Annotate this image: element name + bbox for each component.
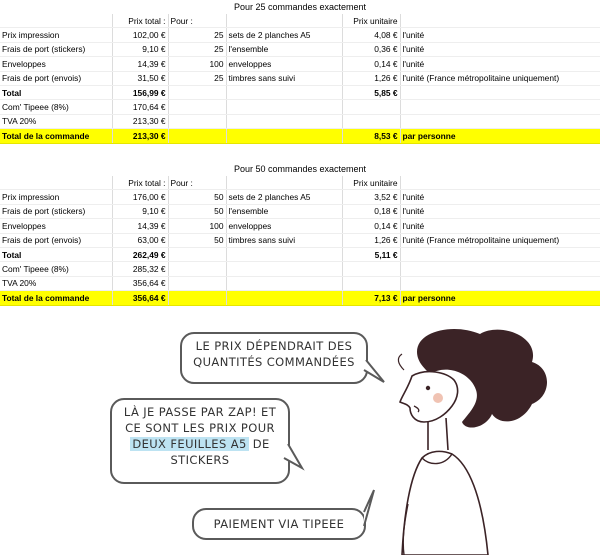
table-cell: Com' Tipeee (8%) (0, 100, 112, 114)
table-cell (168, 114, 226, 128)
table-cell: 356,64 € (112, 291, 168, 305)
table-cell (168, 247, 226, 261)
table-cell: 9,10 € (112, 42, 168, 56)
table-cell: Total (0, 247, 112, 261)
table-cell: 5,11 € (342, 247, 400, 261)
table-title: Pour 50 commandes exactement (233, 164, 367, 174)
table-cell: Total de la commande (0, 291, 112, 305)
table-cell: enveloppes (226, 219, 342, 233)
table-cell: 356,64 € (112, 276, 168, 290)
table-cell (0, 14, 112, 28)
table-cell: l'unité (400, 57, 600, 71)
table-cell (400, 114, 600, 128)
table-cell: Prix impression (0, 190, 112, 204)
table-cell: 262,49 € (112, 247, 168, 261)
table-title: Pour 25 commandes exactement (233, 2, 367, 12)
table-cell (226, 247, 342, 261)
table-cell: 0,18 € (342, 204, 400, 218)
table-cell (400, 85, 600, 99)
table-row (0, 233, 600, 247)
table-row (0, 219, 600, 233)
neck (428, 418, 448, 450)
table-row (0, 71, 600, 85)
table-row (0, 204, 600, 218)
table-cell (342, 100, 400, 114)
table-cell: 102,00 € (112, 28, 168, 42)
table-row (0, 247, 600, 261)
table-cell: 4,08 € (342, 28, 400, 42)
table-cell (168, 291, 226, 305)
table-cell: Frais de port (stickers) (0, 42, 112, 56)
spreadsheet-grid (0, 176, 600, 306)
table-cell: 100 (168, 219, 226, 233)
table-cell: Frais de port (envois) (0, 233, 112, 247)
bubble-text: PAIEMENT VIA TIPEEE (213, 517, 345, 531)
table-row (0, 28, 600, 42)
table-row (0, 85, 600, 99)
table-row (0, 114, 600, 128)
table-cell: TVA 20% (0, 276, 112, 290)
table-cell: Prix unitaire (342, 14, 400, 28)
table-cell: 25 (168, 42, 226, 56)
table-cell (226, 114, 342, 128)
shirt (402, 451, 488, 555)
table-row (0, 100, 600, 114)
strand (398, 354, 404, 370)
table-cell (168, 276, 226, 290)
spreadsheet-grid (0, 14, 600, 144)
table-row (0, 57, 600, 71)
table-cell: l'unité (400, 28, 600, 42)
table-cell: 213,30 € (112, 129, 168, 143)
table-cell: par personne (400, 129, 600, 143)
price-table-50 (0, 162, 600, 310)
table-cell: 0,14 € (342, 57, 400, 71)
table-cell (400, 276, 600, 290)
table-cell: l'unité (400, 42, 600, 56)
highlighted-text: DEUX FEUILLES A5 (132, 437, 247, 451)
table-cell: Total (0, 85, 112, 99)
table-cell: Frais de port (envois) (0, 71, 112, 85)
bubble-line: CE SONT LES PRIX POUR (125, 421, 275, 435)
header-row (0, 14, 600, 28)
bubble-line: STICKERS (170, 453, 230, 467)
table-cell (168, 262, 226, 276)
table-cell: l'unité (France métropolitaine uniquement) (400, 71, 600, 85)
table-cell: 0,14 € (342, 219, 400, 233)
table-row (0, 190, 600, 204)
table-cell: Pour : (168, 14, 226, 28)
table-cell: Com' Tipeee (8%) (0, 262, 112, 276)
table-row (0, 42, 600, 56)
table-cell: 9,10 € (112, 204, 168, 218)
table-cell: Prix total : (112, 14, 168, 28)
table-cell: l'ensemble (226, 42, 342, 56)
bubble-line: LÀ JE PASSE PAR ZAP! ET (123, 405, 277, 419)
table-cell: 25 (168, 28, 226, 42)
table-cell: Pour : (168, 176, 226, 190)
table-cell: 63,00 € (112, 233, 168, 247)
table-cell (226, 14, 342, 28)
table-cell: 14,39 € (112, 57, 168, 71)
table-cell: 0,36 € (342, 42, 400, 56)
table-cell (342, 114, 400, 128)
character-illustration (0, 318, 600, 555)
comic-panel (0, 318, 600, 555)
table-cell (226, 100, 342, 114)
table-cell: 170,64 € (112, 100, 168, 114)
table-cell: 100 (168, 57, 226, 71)
table-cell: timbres sans suivi (226, 233, 342, 247)
cheek-blush (433, 393, 443, 403)
table-cell: Enveloppes (0, 219, 112, 233)
table-cell (0, 176, 112, 190)
table-cell (342, 276, 400, 290)
table-cell: l'unité (400, 190, 600, 204)
table-row (0, 276, 600, 290)
table-cell: 7,13 € (342, 291, 400, 305)
bubble-line: LE PRIX DÉPENDRAIT DES (195, 339, 353, 353)
table-cell (168, 100, 226, 114)
table-cell: l'ensemble (226, 204, 342, 218)
table-cell: 31,50 € (112, 71, 168, 85)
table-cell: l'unité (France métropolitaine uniquement) (400, 233, 600, 247)
table-cell: 50 (168, 204, 226, 218)
table-cell: 5,85 € (342, 85, 400, 99)
table-cell: Frais de port (stickers) (0, 204, 112, 218)
table-cell (226, 262, 342, 276)
table-cell: 14,39 € (112, 219, 168, 233)
table-cell: 50 (168, 190, 226, 204)
table-cell (400, 100, 600, 114)
table-cell: l'unité (400, 204, 600, 218)
table-cell: 176,00 € (112, 190, 168, 204)
header-row (0, 176, 600, 190)
table-cell (400, 247, 600, 261)
table-cell: 285,32 € (112, 262, 168, 276)
table-cell: Enveloppes (0, 57, 112, 71)
table-row (0, 262, 600, 276)
table-cell: Prix unitaire (342, 176, 400, 190)
table-cell: par personne (400, 291, 600, 305)
table-cell: 3,52 € (342, 190, 400, 204)
table-cell: 1,26 € (342, 71, 400, 85)
table-cell: TVA 20% (0, 114, 112, 128)
table-cell (342, 262, 400, 276)
table-cell: enveloppes (226, 57, 342, 71)
eye (426, 386, 430, 390)
face (400, 372, 458, 422)
bubble-text: DE (248, 437, 270, 451)
table-cell (400, 176, 600, 190)
table-row (0, 129, 600, 143)
table-cell: timbres sans suivi (226, 71, 342, 85)
table-cell: 156,99 € (112, 85, 168, 99)
table-cell: sets de 2 planches A5 (226, 190, 342, 204)
table-cell (400, 14, 600, 28)
table-cell (226, 276, 342, 290)
table-cell (168, 129, 226, 143)
table-cell (400, 262, 600, 276)
table-cell: l'unité (400, 219, 600, 233)
table-cell (226, 85, 342, 99)
price-table-25 (0, 0, 600, 148)
table-cell (226, 176, 342, 190)
table-cell: 1,26 € (342, 233, 400, 247)
table-cell: 50 (168, 233, 226, 247)
table-cell: 213,30 € (112, 114, 168, 128)
bubble-line: QUANTITÉS COMMANDÉES (193, 355, 355, 369)
table-cell: 8,53 € (342, 129, 400, 143)
table-cell: Prix impression (0, 28, 112, 42)
table-cell (168, 85, 226, 99)
table-cell (226, 291, 342, 305)
table-cell: Total de la commande (0, 129, 112, 143)
table-cell: Prix total : (112, 176, 168, 190)
table-cell (226, 129, 342, 143)
table-row (0, 291, 600, 305)
table-cell: 25 (168, 71, 226, 85)
table-cell: sets de 2 planches A5 (226, 28, 342, 42)
